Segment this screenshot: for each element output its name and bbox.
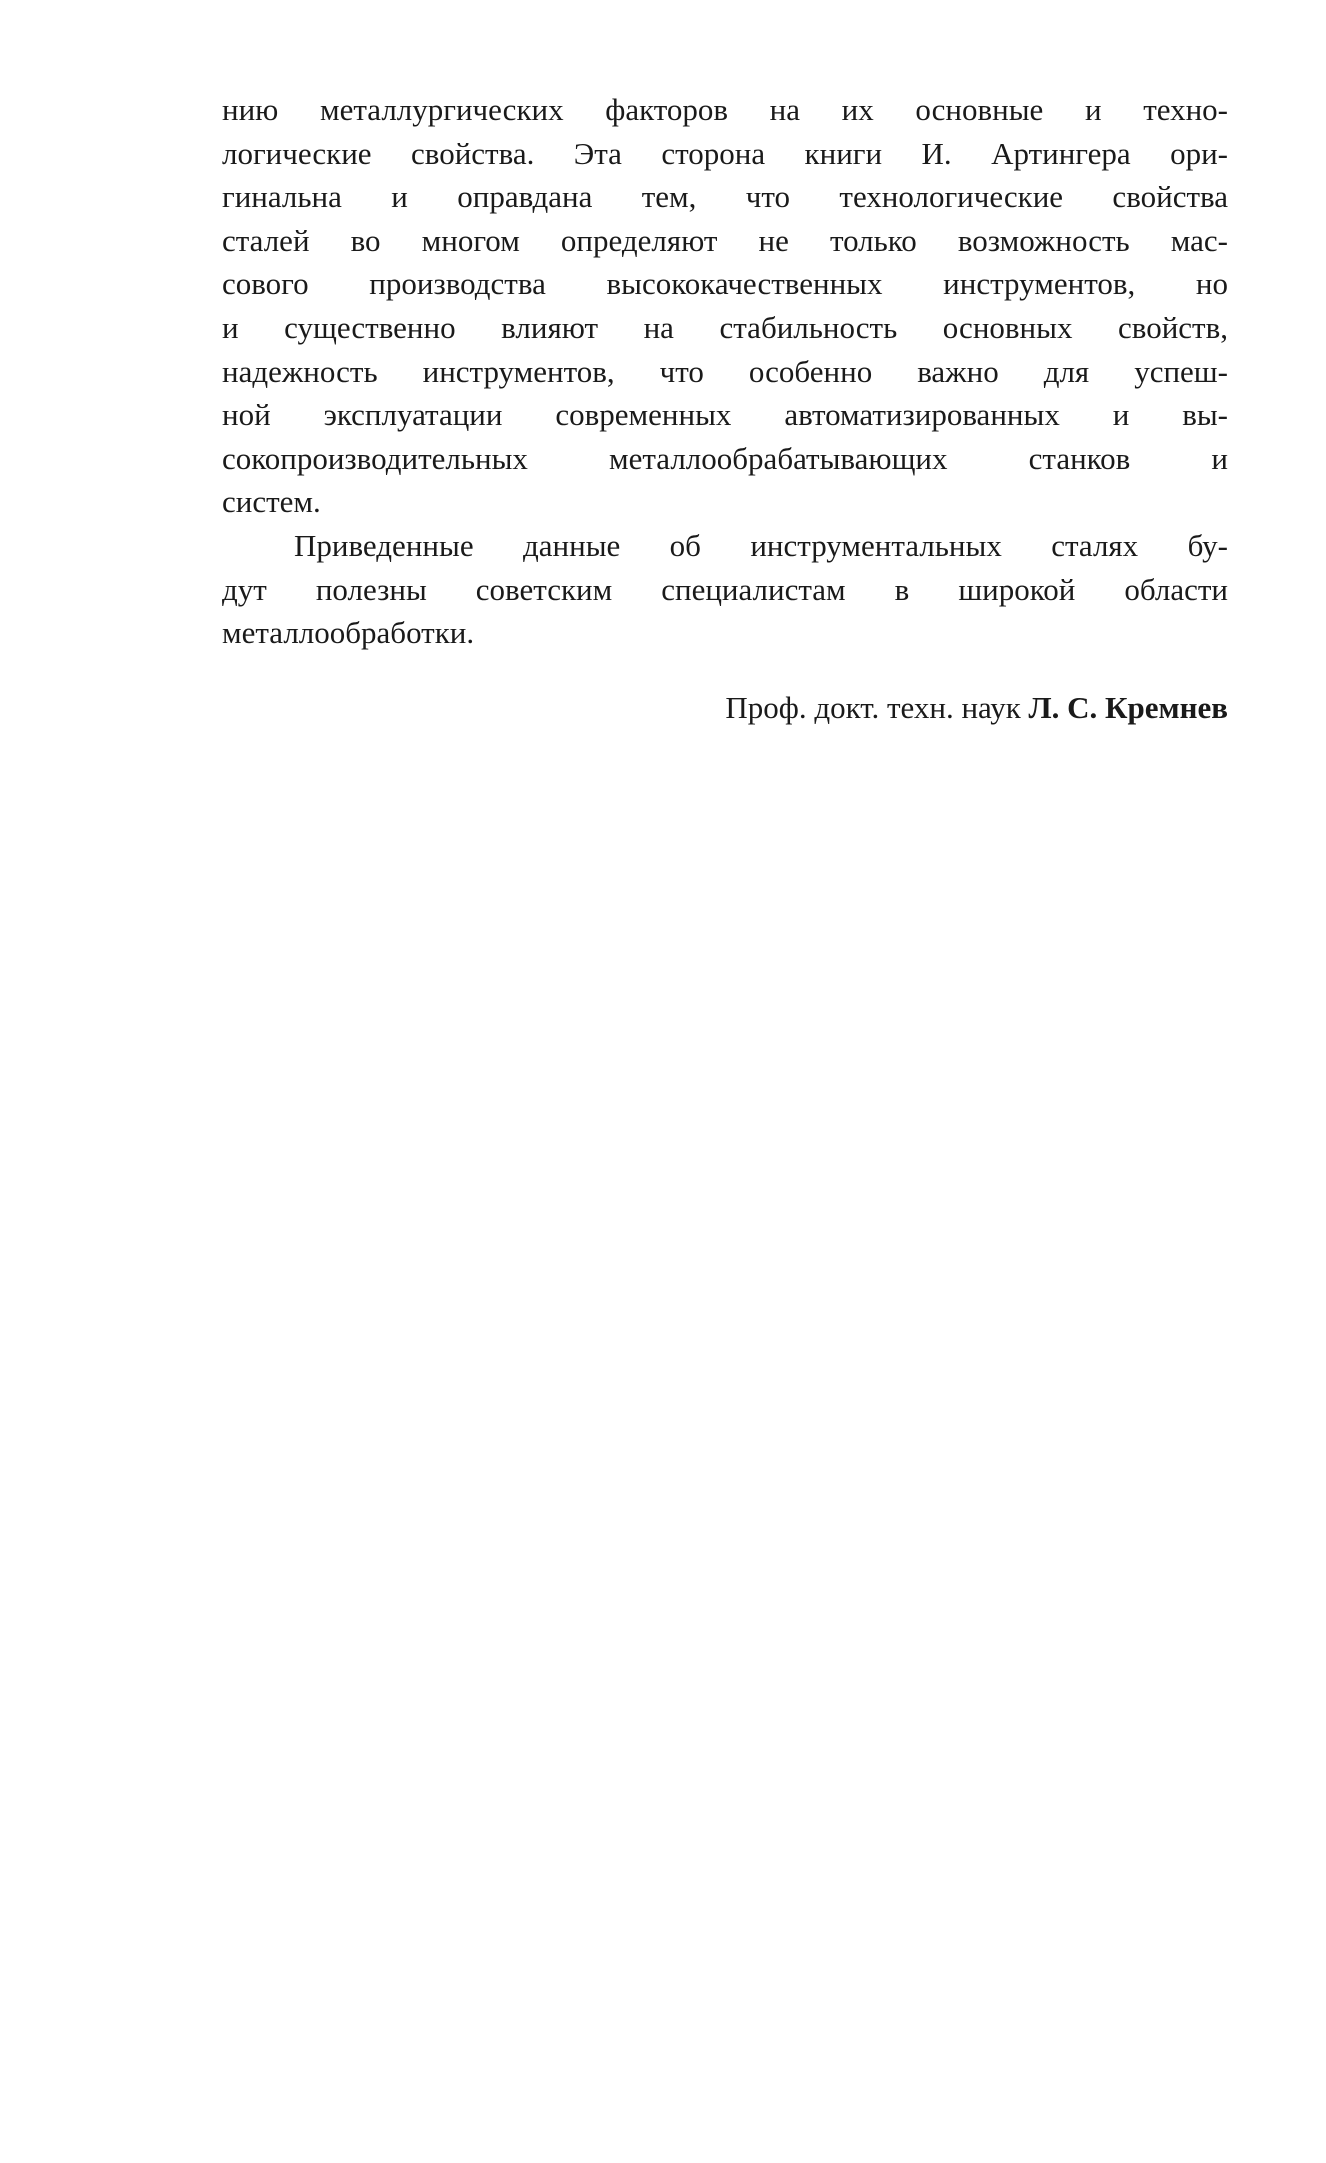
text-line: Приведенные данные об инструментальных сталях бу- [294, 527, 1228, 563]
text-line: гинальна и оправдана тем, что технологические свойства [222, 179, 1228, 215]
signature-title: Проф. докт. техн. наук [725, 690, 1021, 725]
signature [725, 686, 1228, 730]
text-line: ной эксплуатации современных автоматизированных и вы- [222, 397, 1228, 433]
paragraph-2 [222, 524, 1228, 655]
body-text [222, 88, 1228, 655]
text-line: дут полезны советским специалистам в широкой области [222, 571, 1228, 607]
signature-author: Л. С. Кремнев [1028, 690, 1228, 725]
paragraph-1 [222, 88, 1228, 524]
text-line: нию металлургических факторов на их основные и техно- [222, 92, 1228, 127]
text-line: надежность инструментов, что особенно важно для успеш- [222, 353, 1228, 389]
text-line: логические свойства. Эта сторона книги И. Артингера ори- [222, 135, 1228, 171]
text-line: сталей во многом определяют не только возможность мас- [222, 222, 1228, 258]
text-line: металлообработки. [222, 615, 475, 651]
text-line: сокопроизводительных металлообрабатывающих станков и [222, 440, 1228, 476]
text-line: сового производства высококачественных инструментов, но [222, 266, 1228, 302]
text-line: и существенно влияют на стабильность основных свойств, [222, 309, 1228, 345]
text-line: систем. [222, 484, 321, 520]
